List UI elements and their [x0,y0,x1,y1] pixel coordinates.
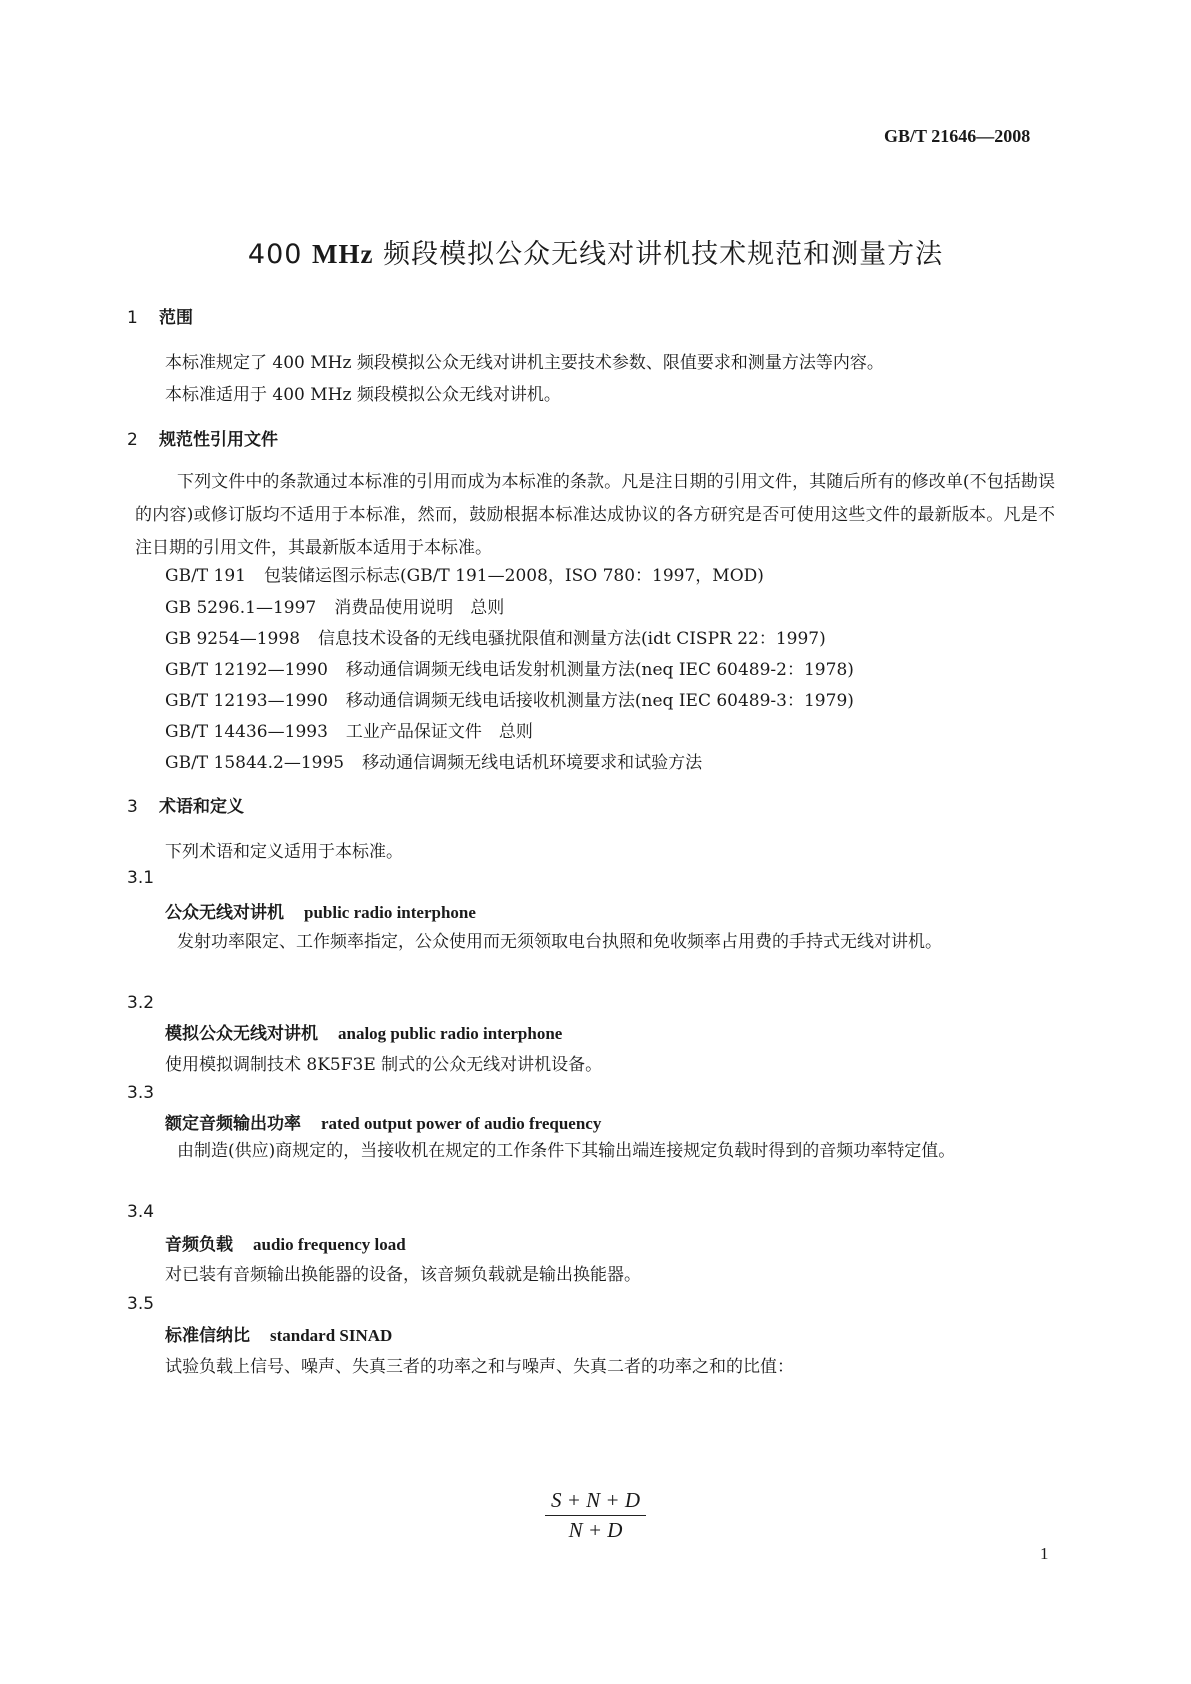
formula-numerator: S + N + D [545,1488,646,1516]
title-rest: 频段模拟公众无线对讲机技术规范和测量方法 [373,239,944,270]
reference-code: GB/T 12193—1990 [165,691,328,711]
term-definition: 试验负载上信号、噪声、失真三者的功率之和与噪声、失真二者的功率之和的比值： [165,1357,794,1377]
term-number: 3.5 [127,1294,155,1314]
sinad-formula [0,1488,1191,1543]
reference-code: GB 5296.1—1997 [165,598,317,618]
section-3-heading [127,792,244,817]
reference-code: GB/T 12192—1990 [165,660,328,680]
section-2-heading [127,425,278,450]
term-en: audio frequency load [253,1235,406,1254]
section-1-heading [127,303,193,328]
reference-item [165,561,764,586]
term-definition: 发射功率限定、工作频率指定，公众使用而无须领取电台执照和免收频率占用费的手持式无线对讲机。 [177,932,942,952]
term-en: rated output power of audio frequency [321,1114,602,1133]
reference-title: 工业产品保证文件 总则 [345,722,533,742]
term-number: 3.3 [127,1083,155,1103]
reference-item [165,686,854,711]
term-heading [165,1019,562,1044]
reference-title: 包装储运图示标志(GB/T 191—2008，ISO 780：1997，MOD) [264,566,764,586]
reference-title: 消费品使用说明 总则 [334,598,505,618]
title-unit: MHz [312,239,374,269]
reference-title: 信息技术设备的无线电骚扰限值和测量方法(idt CISPR 22：1997) [318,629,826,649]
reference-code: GB 9254—1998 [165,629,301,649]
section-number: 2 [127,430,138,450]
fraction [545,1488,646,1543]
reference-item [165,655,854,680]
section-number: 1 [127,308,138,328]
term-heading [165,1321,392,1346]
term-number: 3.4 [127,1202,155,1222]
reference-title: 移动通信调频无线电话接收机测量方法(neq IEC 60489-3：1979) [345,691,854,711]
term-number: 3.1 [127,868,155,888]
term-definition: 由制造(供应)商规定的，当接收机在规定的工作条件下其输出端连接规定负载时得到的音频功率特定值。 [177,1141,956,1161]
term-zh: 音频负载 [165,1235,233,1255]
term-zh: 标准信纳比 [165,1326,250,1346]
s1-paragraph: 本标准适用于 400 MHz 频段模拟公众无线对讲机。 [165,385,561,405]
term-definition: 对已装有音频输出换能器的设备，该音频负载就是输出换能器。 [165,1265,641,1285]
reference-code: GB/T 15844.2—1995 [165,753,345,773]
title-prefix: 400 [247,239,313,270]
reference-item [165,717,533,742]
term-en: analog public radio interphone [338,1024,563,1043]
reference-item [165,593,504,618]
s2-intro: 下列文件中的条款通过本标准的引用而成为本标准的条款。凡是注日期的引用文件，其随后所有的修改单(不包括勘误的内容)或修订版均不适用于本标准，然而，鼓励根据本标准达成协议的各方研究是否可使用这些文件的最新版本。凡是不注日期的引用文件，其最新版本适用于本标准。 [135,472,1055,558]
reference-item [165,624,826,649]
reference-title: 移动通信调频无线电话发射机测量方法(neq IEC 60489-2：1978) [345,660,854,680]
section-title: 术语和定义 [159,797,244,817]
section-title: 规范性引用文件 [159,430,278,450]
page-number: 1 [1040,1544,1049,1563]
section-number: 3 [127,797,138,817]
term-en: standard SINAD [270,1326,393,1345]
reference-title: 移动通信调频无线电话机环境要求和试验方法 [362,753,703,773]
reference-item [165,748,702,773]
section-title: 范围 [159,308,193,328]
term-heading [165,1230,406,1255]
standard-code: GB/T 21646—2008 [884,126,1031,146]
term-number: 3.2 [127,993,155,1013]
term-zh: 公众无线对讲机 [165,903,284,923]
term-heading [165,898,476,923]
s3-intro: 下列术语和定义适用于本标准。 [165,842,403,862]
term-definition: 使用模拟调制技术 8K5F3E 制式的公众无线对讲机设备。 [165,1055,603,1075]
term-zh: 额定音频输出功率 [165,1114,301,1134]
s1-paragraph: 本标准规定了 400 MHz 频段模拟公众无线对讲机主要技术参数、限值要求和测量方法等内容。 [165,353,884,373]
reference-code: GB/T 191 [165,566,246,586]
reference-code: GB/T 14436—1993 [165,722,328,742]
term-en: public radio interphone [304,903,476,922]
document-title [0,232,1191,271]
formula-denominator: N + D [568,1518,623,1542]
term-zh: 模拟公众无线对讲机 [165,1024,318,1044]
term-heading [165,1109,601,1134]
